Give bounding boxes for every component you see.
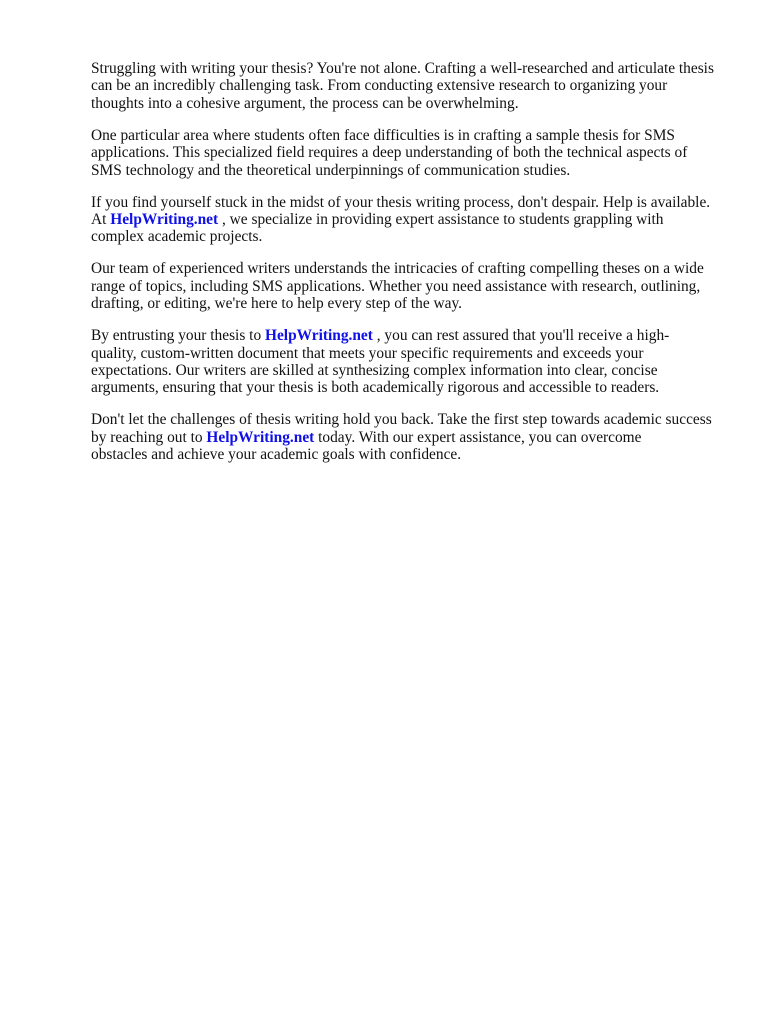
paragraph-text-before-link: By entrusting your thesis to [91,327,265,345]
paragraph-intro: Struggling with writing your thesis? You're not alone. Crafting a well-researched and articulate thesis can be an incredibly challenging task. From conducting extensive research to organizing your thoughts into a cohesive argument, the process can be overwhelming. [91,60,714,112]
paragraph-text-after-link: today. With our expert assistance, you can overcome obstacles and achieve your academic goals with confidence. [91,428,642,464]
document-body [91,60,731,478]
paragraph-sms-applications: One particular area where students often face difficulties is in crafting a sample thesis for SMS applications. This specialized field requires a deep understanding of both the technical aspects of SMS technology and the theoretical underpinnings of communication studies. [91,126,688,179]
paragraph-text-before-link: Don't let the challenges of thesis writing hold you back. Take the first step towards academic success by reaching out to [91,411,712,446]
paragraph-team-of-writers: Our team of experienced writers understands the intricacies of crafting compelling theses on a wide range of topics, including SMS applications. Whether you need assistance with research, outlining, drafting, or editing, we're here to help every step of the way. [91,260,704,313]
helpwriting-link[interactable]: HelpWriting.net [206,428,315,446]
paragraph-text-after-link: , you can rest assured that you'll receive a high- quality, custom-written document that meets your specific requirements and exceeds your expectations. Our writers are skilled at synthesizing complex information into clear, concise arguments, ensuring that your thesis is both academically rigorous and accessible to readers. [91,327,670,397]
paragraph-call-to-action [91,411,731,463]
paragraph-text-before-link: If you find yourself stuck in the midst of your thesis writing process, don't despair. Help is available. At [91,193,711,229]
helpwriting-link[interactable]: HelpWriting.net [110,211,219,229]
paragraph-text-after-link: , we specialize in providing expert assistance to students grappling with complex academic projects. [91,211,664,246]
helpwriting-link[interactable]: HelpWriting.net [265,327,373,345]
paragraph-entrusting-thesis [91,327,731,397]
paragraph-help-available [91,194,731,246]
